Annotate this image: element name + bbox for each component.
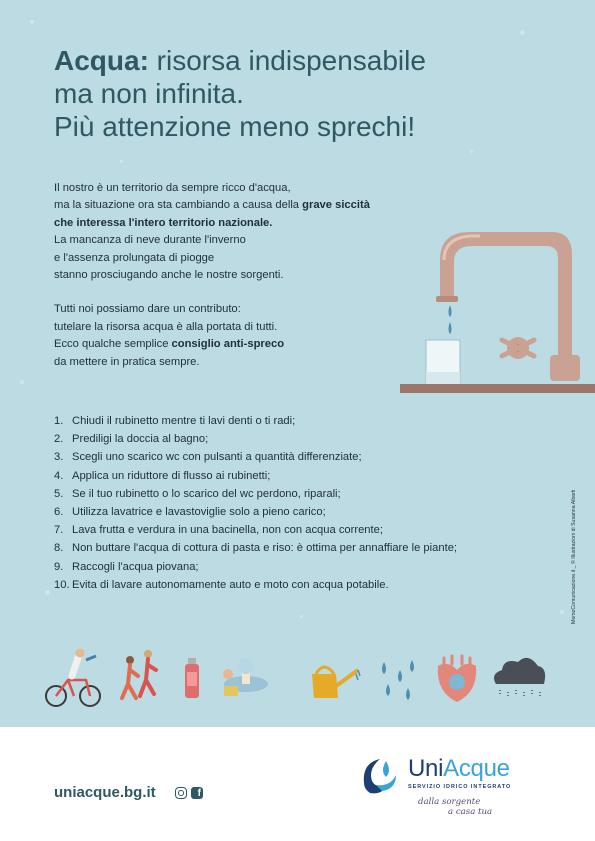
tip-item [54,576,524,594]
tip-item [54,485,524,503]
title-line-2: ma non infinita. [54,78,244,109]
tip-number: 8. [54,542,64,555]
speck [45,590,50,595]
poster-title [54,44,534,143]
tip-text: Scegli uno scarico wc con pulsanti a quantità differenziate; [72,451,362,464]
title-accent: Acqua: [54,45,149,76]
intro-line-bold: consiglio anti-spreco [171,338,285,351]
logo-uni: Uni [408,755,444,782]
title-line-1 [54,44,534,77]
tip-text: Non buttare l'acqua di cottura di pasta e riso: è ottima per annaffiare le piante; [72,542,458,555]
tip-number: 7. [54,524,64,537]
faucet-illustration [400,200,595,405]
tip-text: Se il tuo rubinetto o lo scarico del wc perdono, riparali; [72,487,341,500]
intro-line: Tutti noi possiamo dare un contributo: [54,303,241,316]
illustration-credit: MemoComunicazione.it _ © Illustrazioni di Susanna Alberti [571,489,577,624]
glass-icon [426,340,460,384]
slogan-line-2: a casa tua [448,807,493,817]
tip-item [54,430,524,448]
intro-line: tutelare la risorsa acqua è alla portata di tutti. [54,320,278,333]
intro-text [54,180,434,371]
tip-number: 4. [54,469,64,482]
slogan-line-1: dalla sorgente [418,797,481,807]
paragraph-gap [54,284,434,301]
rain-cloud-icon [488,640,550,710]
speck [30,20,34,24]
intro-line [54,197,434,214]
logo-tagline: SERVIZIO IDRICO INTEGRATO [408,784,512,790]
cyclist-icon [42,640,104,710]
intro-line-bold: grave siccità [302,199,370,212]
tip-item [54,503,524,521]
shelf-icon [400,384,595,393]
bottle-icon [180,640,204,710]
tip-text: Prediligi la doccia al bagno; [72,433,209,446]
speck [520,30,525,35]
logo-drop-icon [356,755,402,795]
tips-list [54,412,524,594]
intro-line [54,336,434,353]
uniacque-logo [356,751,546,821]
fountain-picnic-icon [218,640,274,710]
tip-number: 2. [54,433,64,446]
speck [20,380,24,384]
tip-text: Lava frutta e verdura in una bacinella, non con acqua corrente; [72,524,383,537]
tip-item [54,558,524,576]
tip-item [54,448,524,466]
intro-line-plain: ma la situazione ora sta cambiando a causa della [54,199,303,212]
tip-text: Evita di lavare autonomamente auto e moto con acqua potabile. [72,578,389,591]
tip-item [54,539,524,557]
speck [300,615,303,618]
tip-text: Applica un riduttore di flusso ai rubinetti; [72,469,271,482]
website-link[interactable]: uniacque.bg.it [54,784,156,801]
intro-line: stanno prosciugando anche le nostre sorgenti. [54,269,284,282]
logo-slogan [418,797,492,817]
tip-item [54,412,524,430]
footer [0,727,595,841]
tip-number: 6. [54,506,64,519]
instagram-icon[interactable] [175,787,187,799]
hands-water-icon [432,640,482,710]
tip-number: 3. [54,451,64,464]
intro-line: La mancanza di neve durante l'inverno [54,234,246,247]
illustration-row [34,640,564,710]
tip-number: 10. [54,578,70,591]
logo-wordmark [408,755,510,783]
tip-number: 9. [54,560,64,573]
tip-number: 1. [54,415,64,427]
intro-line [54,215,434,232]
intro-line: Il nostro è un territorio da sempre ricco d'acqua, [54,182,291,194]
tip-text: Raccogli l'acqua piovana; [72,560,199,573]
tip-item [54,467,524,485]
intro-line: da mettere in pratica sempre. [54,355,200,368]
tip-number: 5. [54,487,64,500]
logo-acque: Acque [443,755,510,782]
intro-line-plain: Ecco qualche semplice [54,338,172,351]
tip-text: Chiudi il rubinetto mentre ti lavi denti o ti radi; [72,415,296,427]
intro-line-bold: che interessa l'intero territorio nazionale. [54,216,273,229]
speck [560,610,564,614]
speck [120,160,123,163]
title-line-1-rest: risorsa indispensabile [148,45,426,76]
intro-line: e l'assenza prolungata di piogge [54,251,215,264]
speck [470,150,473,153]
runners-icon [118,640,162,710]
tip-item [54,521,524,539]
title-line-3: Più attenzione meno sprechi! [54,111,416,142]
facebook-icon[interactable]: f [191,787,203,799]
watering-can-icon [306,640,362,710]
tip-text: Utilizza lavatrice e lavastoviglie solo a pieno carico; [72,506,326,519]
water-drops-icon [374,640,420,710]
